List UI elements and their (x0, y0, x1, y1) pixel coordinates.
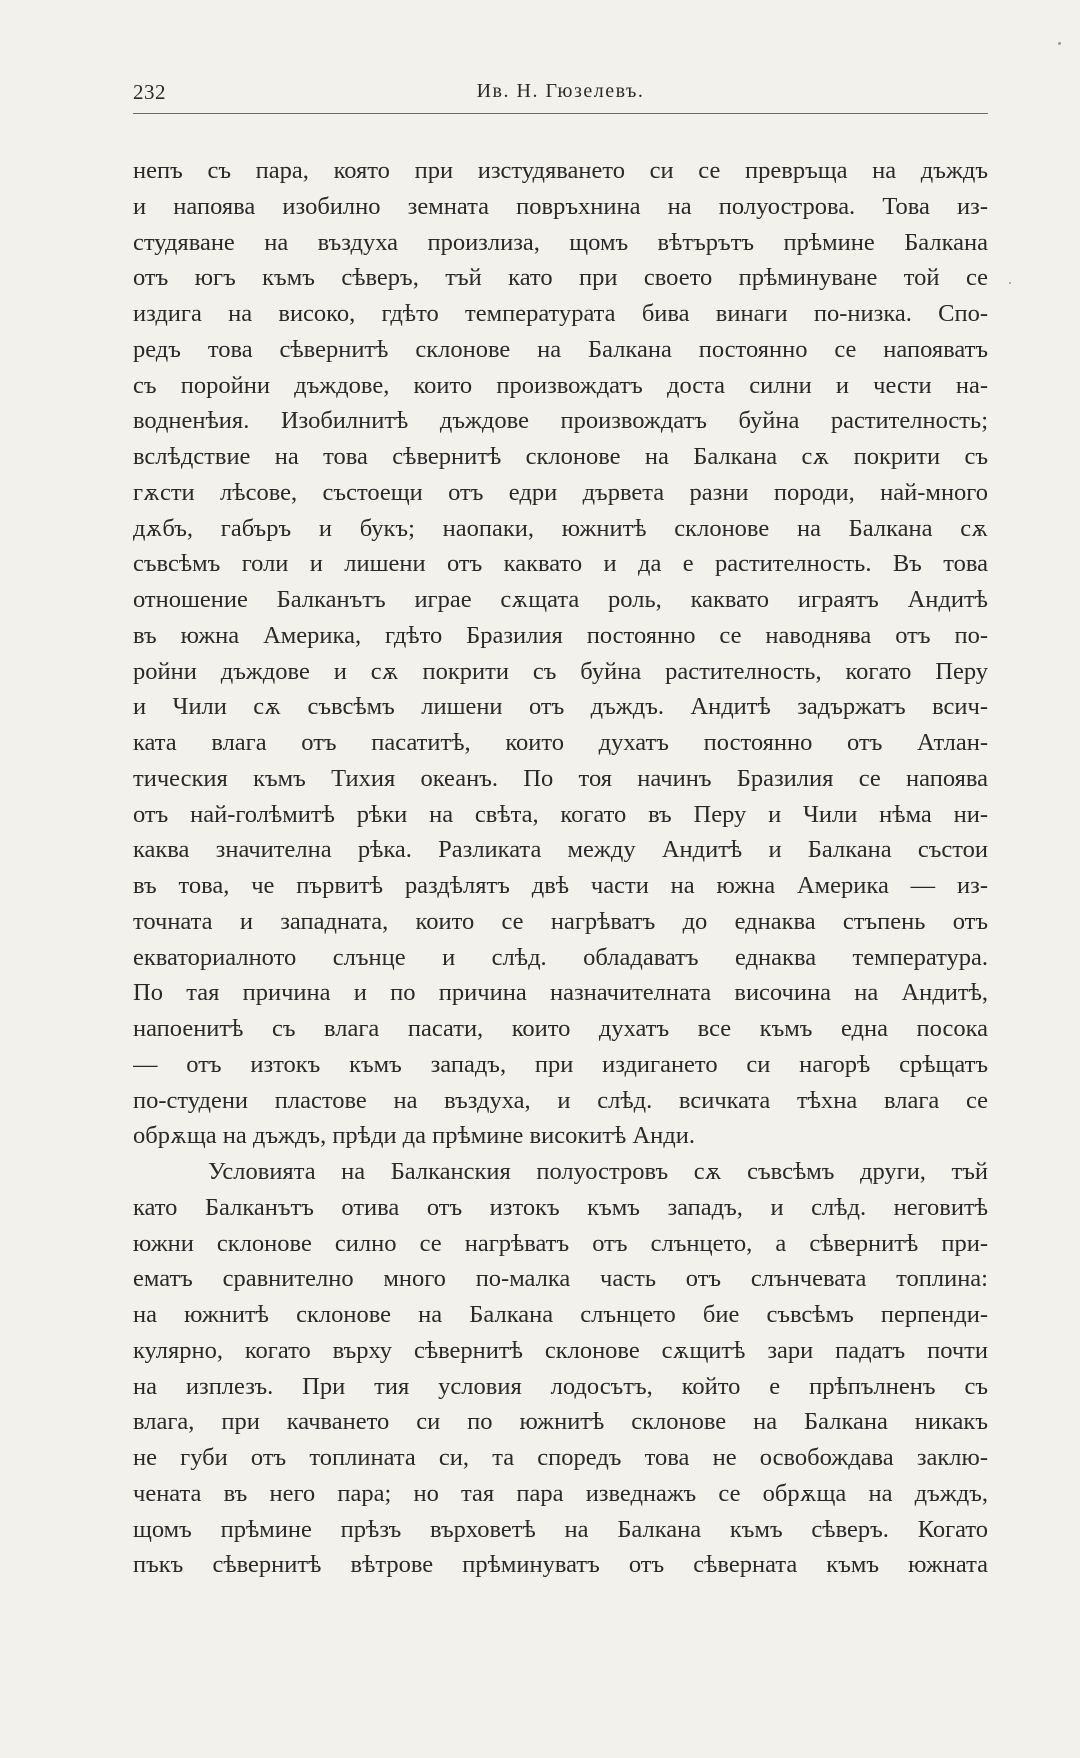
text-line: студяване на въздуха произлиза, щомъ вѣтърътъ прѣмине Балкана (133, 228, 988, 256)
text-line: ката влага отъ пасатитѣ, които духатъ постоянно отъ Атлан- (133, 729, 988, 756)
text-line: на изплезъ. При тия условия лодосътъ, който е прѣпълненъ съ (133, 1372, 988, 1400)
text-line: водненѣия. Изобилнитѣ дъждове произвождатъ буйна растителность; (133, 407, 988, 435)
page-header (133, 80, 988, 110)
text-line: южни склонове силно се нагрѣватъ отъ слънцето, а сѣвернитѣ при- (133, 1229, 988, 1257)
text-line: съ поройни дъждове, които произвождатъ доста силни и чести на- (133, 371, 988, 399)
text-line: на южнитѣ склонове на Балкана слънцето бие съвсѣмъ перпенди- (133, 1301, 988, 1328)
text-line: и напоява изобилно земната повръхнина на полуострова. Това из- (133, 192, 988, 220)
text-line: издига на високо, гдѣто температурата бива винаги по-низка. Спо- (133, 300, 988, 327)
text-line: екваториалното слънце и слѣд. обладаватъ еднаква температура. (133, 943, 988, 971)
text-line: непъ съ пара, която при изстудяването си се превръща на дъждъ (133, 157, 988, 184)
text-line: дѫбъ, габъръ и букъ; наопаки, южнитѣ склонове на Балкана сѫ (133, 514, 988, 542)
text-line: въ южна Америка, гдѣто Бразилия постоянно се наводнява отъ по- (133, 621, 988, 649)
text-line: редъ това сѣвернитѣ склонове на Балкана постоянно се напояватъ (133, 335, 988, 363)
page-number: 232 (133, 80, 166, 104)
text-line: кулярно, когато върху сѣвернитѣ склонове сѫщитѣ зари падатъ почти (133, 1336, 988, 1364)
text-line: точната и западната, които се нагрѣватъ до еднаква стъпень отъ (133, 907, 988, 935)
text-line: каква значителна рѣка. Разликата между Андитѣ и Балкана състои (133, 836, 988, 864)
text-line: пъкъ сѣвернитѣ вѣтрове прѣминуватъ отъ сѣверната къмъ южната (133, 1551, 988, 1579)
text-line: ематъ сравнително много по-малка часть отъ слънчевата топлина: (133, 1265, 988, 1293)
text-line: отъ най-голѣмитѣ рѣки на свѣта, когато въ Перу и Чили нѣма ни- (133, 800, 988, 828)
paper-speck (1058, 42, 1061, 45)
text-line: въ това, че първитѣ раздѣлятъ двѣ части на южна Америка — из- (133, 872, 988, 899)
text-line: влага, при качването си по южнитѣ склонове на Балкана никакъ (133, 1408, 988, 1436)
text-line: и Чили сѫ съвсѣмъ лишени отъ дъждъ. Андитѣ задържатъ всич- (133, 693, 988, 721)
paragraph-last-line: обрѫща на дъждъ, прѣди да прѣмине високитѣ Анди. (133, 1122, 695, 1150)
text-line: по-студени пластове на въздуха, и слѣд. всичката тѣхна влага се (133, 1086, 988, 1114)
body-text (133, 153, 988, 1583)
text-line: съвсѣмъ голи и лишени отъ каквато и да е растителность. Въ това (133, 550, 988, 578)
text-line: като Балканътъ отива отъ изтокъ къмъ западъ, и слѣд. неговитѣ (133, 1193, 988, 1221)
text-line: отношение Балканътъ играе сѫщата роль, каквато играятъ Андитѣ (133, 586, 988, 613)
paper-speck (1009, 282, 1011, 284)
text-line: тическия къмъ Тихия океанъ. По тоя начинъ Бразилия се напоява (133, 764, 988, 792)
text-line: отъ югъ къмъ сѣверъ, тъй като при своето прѣминуване той се (133, 264, 988, 292)
running-head: Ив. Н. Гюзелевъ. (476, 80, 645, 102)
text-line: напоенитѣ съ влага пасати, които духатъ все къмъ една посока (133, 1015, 988, 1042)
text-line: По тая причина и по причина назначителната височина на Андитѣ, (133, 979, 988, 1007)
text-line: вслѣдствие на това сѣвернитѣ склонове на Балкана сѫ покрити съ (133, 443, 988, 470)
text-line: гѫсти лѣсове, състоещи отъ едри дървета разни породи, най-много (133, 478, 988, 506)
text-line: не губи отъ топлината си, та споредъ това не освобождава заклю- (133, 1444, 988, 1471)
text-line: — отъ изтокъ къмъ западъ, при издигането си нагорѣ срѣщатъ (133, 1050, 988, 1078)
paragraph-first-line: Условията на Балканския полуостровъ сѫ съвсѣмъ други, тъй (208, 1158, 988, 1185)
text-line: ройни дъждове и сѫ покрити съ буйна растителность, когато Перу (133, 657, 988, 685)
text-line: щомъ прѣмине прѣзъ върховетѣ на Балкана къмъ сѣверъ. Когато (133, 1515, 988, 1543)
text-line: чената въ него пара; но тая пара изведнажъ се обрѫща на дъждъ, (133, 1479, 988, 1507)
header-rule (133, 113, 988, 114)
